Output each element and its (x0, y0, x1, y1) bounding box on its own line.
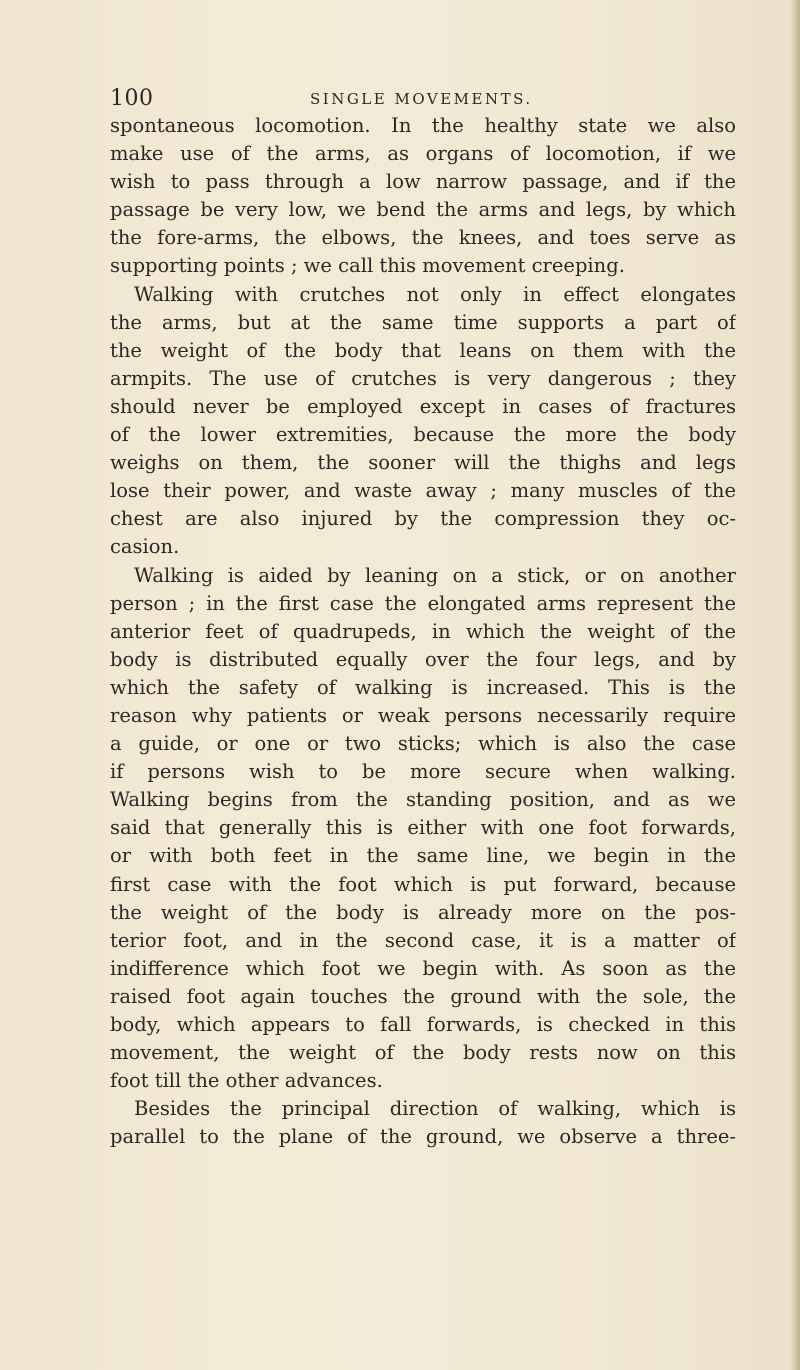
text-line: armpits. The use of crutches is very dangerous ; they (110, 366, 736, 390)
text-line: casion. (110, 535, 180, 559)
text-line: passage be very low, we bend the arms and legs, by which (110, 198, 736, 222)
text-line: the weight of the body is already more on the pos- (110, 900, 736, 924)
text-line: supporting points ; we call this movement creeping. (110, 254, 625, 278)
text-line: weighs on them, the sooner will the thighs and legs (110, 451, 736, 475)
text-line: anterior feet of quadrupeds, in which the weight of the (110, 619, 736, 643)
text-line: indifference which foot we begin with. As soon as the (110, 956, 736, 980)
text-line: the arms, but at the same time supports a part of (110, 310, 736, 334)
text-line: Besides the principal direction of walking, which is (134, 1097, 736, 1121)
text-line: or with both feet in the same line, we begin in the (110, 844, 736, 868)
body-text (110, 112, 736, 1151)
text-line: terior foot, and in the second case, it is a matter of (110, 928, 736, 952)
text-line: make use of the arms, as organs of locomotion, if we (110, 142, 736, 166)
text-line: spontaneous locomotion. In the healthy state we also (110, 114, 736, 137)
text-line: a guide, or one or two sticks; which is also the case (110, 732, 736, 756)
text-line: the fore-arms, the elbows, the knees, and toes serve as (110, 226, 736, 250)
text-line: Walking is aided by leaning on a stick, or on another (134, 563, 736, 587)
text-line: the weight of the body that leans on them with the (110, 338, 736, 362)
text-line: which the safety of walking is increased. This is the (110, 675, 736, 699)
text-line: Walking begins from the standing position, and as we (110, 788, 736, 812)
page-number: 100 (110, 86, 154, 111)
text-line: body is distributed equally over the four legs, and by (110, 647, 736, 671)
text-line: said that generally this is either with one foot forwards, (110, 816, 736, 840)
text-line: parallel to the plane of the ground, we observe a three- (110, 1125, 736, 1149)
text-line: reason why patients or weak persons necessarily require (110, 703, 736, 727)
text-line: raised foot again touches the ground with the sole, the (110, 984, 736, 1008)
text-line: Walking with crutches not only in effect elongates (134, 282, 736, 306)
text-line: should never be employed except in cases of fractures (110, 394, 736, 418)
text-line: person ; in the first case the elongated arms represent the (110, 591, 736, 615)
text-line: chest are also injured by the compression they oc- (110, 507, 736, 531)
text-line: of the lower extremities, because the more the body (110, 423, 736, 447)
text-line: body, which appears to fall forwards, is checked in this (110, 1013, 736, 1036)
text-line: wish to pass through a low narrow passage, and if the (110, 170, 736, 194)
text-line: movement, the weight of the body rests now on this (110, 1041, 736, 1065)
page-edge-shadow (790, 0, 800, 1370)
text-line: if persons wish to be more secure when walking. (110, 760, 736, 784)
running-head: SINGLE MOVEMENTS. (310, 90, 533, 108)
text-line: lose their power, and waste away ; many muscles of the (110, 479, 736, 503)
text-line: first case with the foot which is put forward, because (110, 872, 736, 896)
text-line: foot till the other advances. (110, 1069, 383, 1093)
